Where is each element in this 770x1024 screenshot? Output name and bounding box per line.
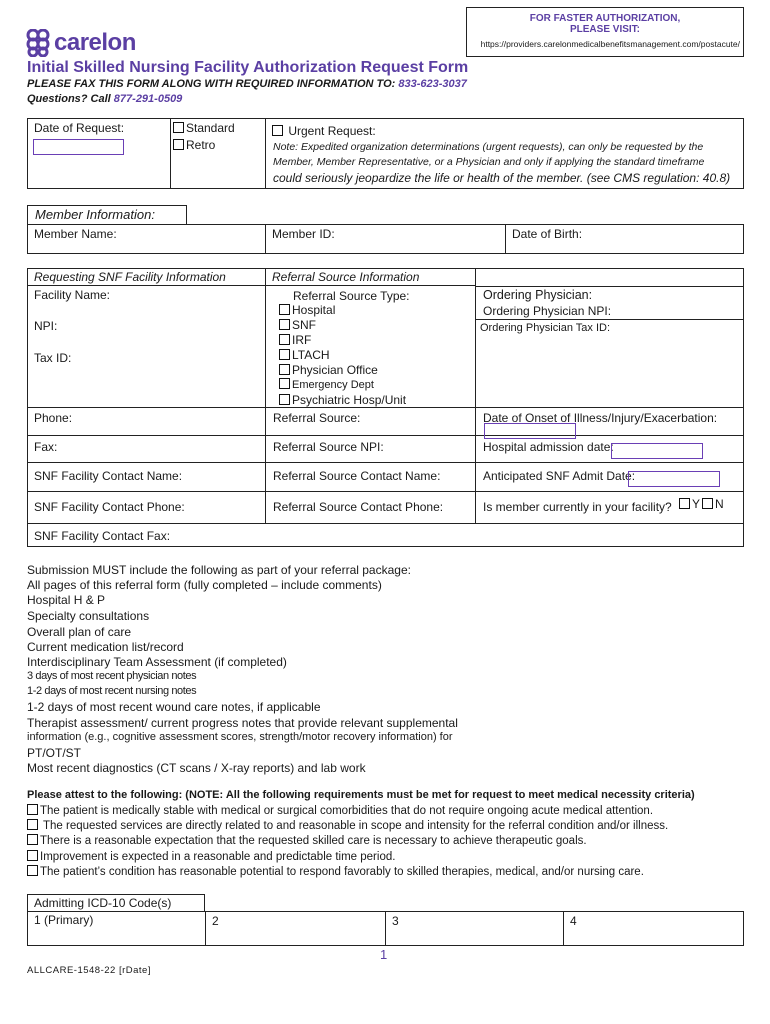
current-no-option[interactable]: [702, 497, 724, 511]
contact-fax-label: SNF Facility Contact Fax:: [34, 529, 171, 543]
attest-text: Improvement is expected in a reasonable and predictable time period.: [40, 851, 396, 863]
referral-type-label: Referral Source Type:: [293, 289, 410, 303]
member-header: Member Information:: [35, 207, 155, 222]
visit-box: [466, 7, 744, 57]
requirement-item: 1-2 days of most recent nursing notes: [27, 685, 197, 697]
referral-option-psych[interactable]: [279, 393, 406, 407]
admit-label: Anticipated SNF Admit Date:: [483, 469, 636, 483]
urgent-checkbox[interactable]: [272, 125, 283, 136]
referral-header: Referral Source Information: [272, 270, 420, 284]
requirement-item: information (e.g., cognitive assessment scores, strength/motor recovery information) for: [27, 731, 453, 743]
contact-phone-label: SNF Facility Contact Phone:: [34, 500, 185, 514]
physician-npi-label: Ordering Physician NPI:: [483, 304, 612, 318]
emergency-checkbox[interactable]: [279, 378, 290, 389]
attest-item[interactable]: [27, 865, 644, 878]
form-code: ALLCARE-1548-22 [rDate]: [27, 965, 151, 976]
admit-field[interactable]: [628, 471, 720, 487]
retro-option[interactable]: [173, 138, 215, 152]
urgent-label: Urgent Request:: [288, 124, 376, 138]
snf-label: SNF: [292, 318, 316, 332]
icd-code-3: 3: [392, 914, 399, 928]
attest-text: The requested services are directly related to and reasonable in scope and intensity for the referral condition and/or illness.: [43, 820, 669, 832]
urgent-note-3: could seriously jeopardize the life or health of the member. (see CMS regulation: 40.8): [273, 171, 731, 185]
ltach-checkbox[interactable]: [279, 349, 290, 360]
questions-line: [27, 93, 182, 105]
no-checkbox[interactable]: [702, 498, 713, 509]
current-facility-label: Is member currently in your facility?: [483, 500, 672, 514]
retro-label: Retro: [186, 138, 216, 152]
current-yes-option[interactable]: [679, 497, 700, 511]
referral-option-ltach[interactable]: [279, 348, 330, 362]
no-label: N: [715, 497, 724, 511]
referral-npi-label: Referral Source NPI:: [273, 440, 384, 454]
requirement-item: Specialty consultations: [27, 609, 150, 623]
questions-label: Questions? Call: [27, 93, 114, 105]
member-id-label: Member ID:: [272, 227, 335, 241]
requirement-item: 1-2 days of most recent wound care notes, if applicable: [27, 700, 321, 714]
requirement-item: Therapist assessment/ current progress notes that provide relevant supplemental: [27, 716, 458, 730]
attest-checkbox[interactable]: [27, 850, 38, 861]
icd-header: Admitting ICD-10 Code(s): [34, 896, 172, 910]
date-of-request-label: Date of Request:: [34, 121, 125, 135]
urgent-note-2: Member, Member Representative, or a Physician and only if applying the standard timeframe: [273, 156, 705, 168]
standard-checkbox[interactable]: [173, 122, 184, 133]
attest-text: The patient’s condition has reasonable potential to respond favorably to skilled therapies, medical, and/or nursing care.: [40, 866, 644, 878]
attest-text: There is a reasonable expectation that the requested skilled care is necessary to achieve therapeutic goals.: [40, 835, 587, 847]
date-of-request-field[interactable]: [33, 139, 124, 155]
attest-header: Please attest to the following: (NOTE: All the following requirements must be met for request to meet medical necessity criteria): [27, 789, 695, 801]
referral-source-label: Referral Source:: [273, 411, 361, 425]
admission-field[interactable]: [611, 443, 703, 459]
tax-id-label: Tax ID:: [34, 351, 72, 365]
requirement-item: Interdisciplinary Team Assessment (if completed): [27, 655, 287, 669]
attest-text: The patient is medically stable with medical or surgical comorbidities that do not require ongoing acute medical attention.: [40, 805, 654, 817]
attest-item[interactable]: [27, 850, 395, 863]
physician-office-checkbox[interactable]: [279, 364, 290, 375]
contact-name-label: SNF Facility Contact Name:: [34, 469, 183, 483]
requirement-item: Overall plan of care: [27, 625, 132, 639]
psych-label: Psychiatric Hosp/Unit: [292, 393, 407, 407]
attest-checkbox[interactable]: [27, 804, 38, 815]
yes-label: Y: [692, 497, 701, 511]
requirements-intro: Submission MUST include the following as part of your referral package:: [27, 563, 411, 577]
member-section: [27, 224, 744, 254]
ordering-physician-label: Ordering Physician:: [483, 288, 593, 302]
facility-fax-label: Fax:: [34, 440, 58, 454]
attest-item[interactable]: [27, 819, 668, 832]
facility-name-label: Facility Name:: [34, 288, 111, 302]
requirement-item: Hospital H & P: [27, 593, 106, 607]
referral-option-physician-office[interactable]: [279, 363, 378, 377]
onset-label: Date of Onset of Illness/Injury/Exacerbation:: [483, 411, 718, 425]
referral-option-hospital[interactable]: [279, 303, 335, 317]
dob-label: Date of Birth:: [512, 227, 583, 241]
fax-number: 833-623-3037: [398, 78, 467, 90]
page-number: 1: [380, 947, 388, 962]
referral-option-snf[interactable]: [279, 318, 316, 332]
attest-checkbox[interactable]: [27, 819, 38, 830]
carelon-logo-mark-icon: [26, 29, 52, 57]
retro-checkbox[interactable]: [173, 139, 184, 150]
attest-checkbox[interactable]: [27, 834, 38, 845]
yes-checkbox[interactable]: [679, 498, 690, 509]
requirement-item: 3 days of most recent physician notes: [27, 670, 197, 682]
snf-checkbox[interactable]: [279, 319, 290, 330]
urgent-option[interactable]: [272, 124, 376, 138]
onset-field[interactable]: [484, 423, 576, 439]
admission-label: Hospital admission date:: [483, 440, 614, 454]
ltach-label: LTACH: [292, 348, 330, 362]
attest-item[interactable]: [27, 804, 653, 817]
carelon-logo: [26, 29, 146, 59]
requirement-item: Current medication list/record: [27, 640, 184, 654]
emergency-label: Emergency Dept: [292, 379, 374, 391]
referral-option-emergency[interactable]: [279, 378, 374, 391]
icd-code-1: 1 (Primary): [34, 913, 94, 927]
phone-number: 877-291-0509: [113, 93, 183, 105]
irf-checkbox[interactable]: [279, 334, 290, 345]
physician-tax-label: Ordering Physician Tax ID:: [480, 322, 611, 334]
icd-code-4: 4: [570, 914, 577, 928]
facility-phone-label: Phone:: [34, 411, 73, 425]
npi-label: NPI:: [34, 319, 58, 333]
hospital-checkbox[interactable]: [279, 304, 290, 315]
referral-option-irf[interactable]: [279, 333, 311, 347]
hospital-label: Hospital: [292, 303, 336, 317]
attest-item[interactable]: [27, 834, 587, 847]
member-name-label: Member Name:: [34, 227, 117, 241]
brand-name: carelon: [54, 29, 136, 56]
fax-line: [27, 78, 467, 90]
fax-label: PLEASE FAX THIS FORM ALONG WITH REQUIRED INFORMATION TO:: [27, 78, 399, 90]
requirement-item: PT/OT/ST: [27, 746, 81, 760]
requirement-item: Most recent diagnostics (CT scans / X-ray reports) and lab work: [27, 761, 366, 775]
visit-url[interactable]: https://providers.carelonmedicalbenefitsmanagement.com/postacute/: [480, 39, 740, 49]
urgent-note-1: Note: Expedited organization determinations (urgent requests), can only be requested by the: [273, 141, 704, 153]
form-title: Initial Skilled Nursing Facility Authorization Request Form: [27, 59, 469, 76]
requirement-item: All pages of this referral form (fully completed – include comments): [27, 578, 382, 592]
standard-option[interactable]: [173, 121, 235, 135]
physician-office-label: Physician Office: [292, 363, 378, 377]
visit-line1: FOR FASTER AUTHORIZATION,: [529, 13, 681, 24]
referral-contact-phone-label: Referral Source Contact Phone:: [273, 500, 444, 514]
visit-line2: PLEASE VISIT:: [569, 24, 640, 35]
facility-header: Requesting SNF Facility Information: [34, 270, 226, 284]
standard-label: Standard: [186, 121, 235, 135]
referral-contact-name-label: Referral Source Contact Name:: [273, 469, 441, 483]
psych-checkbox[interactable]: [279, 394, 290, 405]
attest-checkbox[interactable]: [27, 865, 38, 876]
icd-code-2: 2: [212, 914, 219, 928]
irf-label: IRF: [292, 333, 312, 347]
